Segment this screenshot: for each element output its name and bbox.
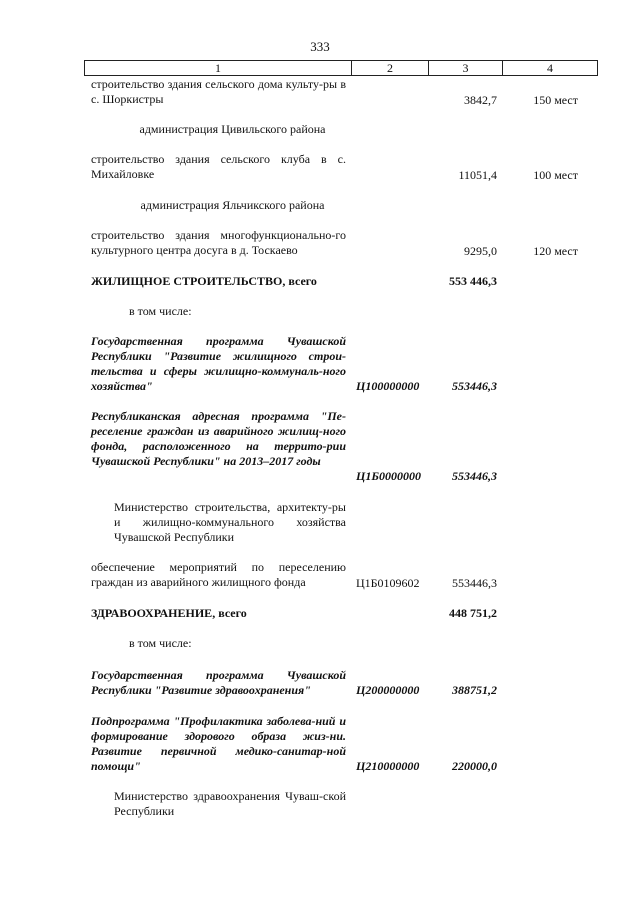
row-sum: 11051,4 bbox=[458, 168, 497, 182]
row-text: Министерство здравоохранения Чуваш-ской Республики bbox=[114, 789, 346, 818]
row-text: Республиканская адресная программа "Пе-реселение граждан из аварийного жилищ-ного фонда, расположенного на террито-рии Чувашской Республики" на 2013–2017 годы bbox=[91, 409, 346, 468]
row-text: администрация Цивильского района bbox=[139, 122, 326, 136]
row-text: строительство здания сельского клуба в с. Михайловке bbox=[91, 152, 346, 181]
row-code: Ц1Б0109602 bbox=[356, 576, 420, 590]
row-text: Министерство строительства, архитекту-ры и жилищно-коммунального хозяйства Чувашской Республики bbox=[114, 500, 346, 544]
row-text: Государственная программа Чувашской Республики "Развитие жилищного строи-тельства и сферы жилищно-коммуналь-ного хозяйства" bbox=[91, 334, 346, 393]
header-col-4: 4 bbox=[547, 61, 553, 75]
row-sum: 448 751,2 bbox=[449, 606, 497, 620]
row-sum: 3842,7 bbox=[464, 93, 497, 107]
row-text: ЖИЛИЩНОЕ СТРОИТЕЛЬСТВО, всего bbox=[91, 274, 317, 288]
row-text: строительство здания многофункционально-го культурного центра досуга в д. Тоскаево bbox=[91, 228, 346, 257]
row-text: в том числе: bbox=[129, 636, 192, 650]
page-number: 333 bbox=[310, 39, 330, 54]
header-col-3: 3 bbox=[429, 61, 503, 75]
row-text: строительство здания сельского дома культу-ры в с. Шоркистры bbox=[91, 77, 346, 106]
row-text: Подпрограмма "Профилактика заболева-ний и формирование здорового образа жиз-ни. Развитие первичной медико-санитар-ной помощи" bbox=[91, 714, 346, 773]
row-sum: 553446,3 bbox=[452, 576, 497, 590]
row-capacity: 120 мест bbox=[533, 244, 578, 258]
row-code: Ц210000000 bbox=[356, 759, 420, 773]
row-text: в том числе: bbox=[129, 304, 192, 318]
row-capacity: 150 мест bbox=[533, 93, 578, 107]
row-text: администрация Яльчикского района bbox=[140, 198, 325, 212]
row-capacity: 100 мест bbox=[533, 168, 578, 182]
row-text: Государственная программа Чувашской Республики "Развитие здравоохранения" bbox=[91, 668, 346, 697]
row-sum: 553446,3 bbox=[452, 469, 497, 483]
row-code: Ц100000000 bbox=[356, 379, 420, 393]
row-text: обеспечение мероприятий по переселению граждан из аварийного жилищного фонда bbox=[91, 560, 346, 589]
row-code: Ц200000000 bbox=[356, 683, 420, 697]
row-code: Ц1Б0000000 bbox=[356, 469, 421, 483]
row-sum: 9295,0 bbox=[464, 244, 497, 258]
header-col-1: 1 bbox=[85, 61, 352, 75]
row-sum: 553 446,3 bbox=[449, 274, 497, 288]
row-sum: 388751,2 bbox=[452, 683, 497, 697]
row-text: ЗДРАВООХРАНЕНИЕ, всего bbox=[91, 606, 247, 620]
header-col-2: 2 bbox=[352, 61, 429, 75]
row-sum: 553446,3 bbox=[452, 379, 497, 393]
row-sum: 220000,0 bbox=[452, 759, 497, 773]
table-header bbox=[84, 60, 598, 76]
